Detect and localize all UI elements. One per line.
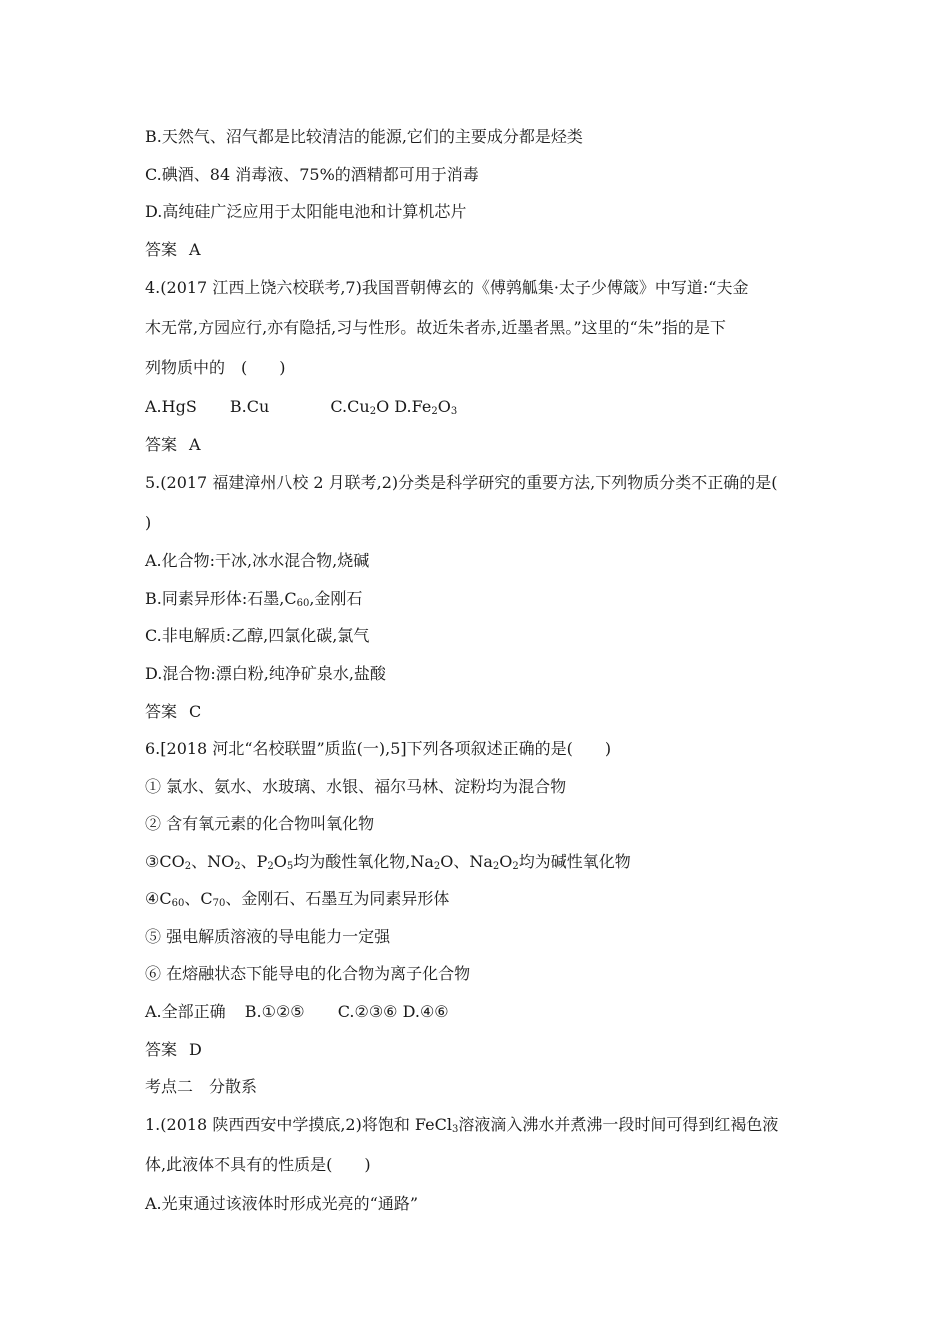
- q4-option-a: A.HgS: [145, 397, 197, 416]
- answer-label: 答案: [145, 240, 178, 259]
- q3-answer: [145, 240, 201, 260]
- q4-options: [145, 397, 457, 417]
- answer-value: D: [189, 1040, 202, 1059]
- q6-stem: 6.[2018 河北“名校联盟”质监(一),5]下列各项叙述正确的是( ): [145, 739, 612, 758]
- section-heading: 考点二 分散系: [145, 1077, 258, 1096]
- q6-item-5: ⑤ 强电解质溶液的导电能力一定强: [145, 927, 391, 946]
- q5-answer: [145, 702, 201, 722]
- q6-option-d: D.④⑥: [402, 1002, 449, 1021]
- s2-q1-stem-line-2: 体,此液体不具有的性质是( ): [145, 1155, 371, 1174]
- answer-value: A: [189, 240, 201, 259]
- answer-label: 答案: [145, 1040, 178, 1059]
- q6-options: [145, 1002, 449, 1022]
- q4-option-b: B.Cu: [229, 397, 270, 416]
- q6-answer: [145, 1040, 202, 1060]
- q5-option-a: A.化合物:干冰,冰水混合物,烧碱: [145, 551, 370, 570]
- q6-option-a: A.全部正确: [145, 1002, 226, 1021]
- q6-item-3: $③CO_2$、$NO_2$、$P_2O_5$均为酸性氧化物$,Na_2O$、$Na_2O_2$均为碱性氧化物: [145, 852, 631, 872]
- q6-item-1: ① 氯水、氨水、水玻璃、水银、福尔马林、淀粉均为混合物: [145, 777, 567, 796]
- q6-option-c: C.②③⑥: [337, 1002, 398, 1021]
- q5-stem-line-1: 5.(2017 福建漳州八校 2 月联考,2)分类是科学研究的重要方法,下列物质分类不正确的是(: [145, 473, 778, 492]
- q5-stem-line-2: ): [145, 513, 152, 532]
- q6-item-2: ② 含有氧元素的化合物叫氧化物: [145, 814, 375, 833]
- q3-option-d: D.高纯硅广泛应用于太阳能电池和计算机芯片: [145, 202, 467, 221]
- answer-value: A: [189, 435, 201, 454]
- q4-option-d: $D.Fe_2O_3$: [394, 397, 458, 417]
- q5-option-b: B.同素异形体:石墨$,C_{60}$,金刚石: [145, 589, 363, 609]
- q5-option-d: D.混合物:漂白粉,纯净矿泉水,盐酸: [145, 664, 386, 683]
- q4-stem-line-2: 木无常,方园应行,亦有隐括,习与性形。故近朱者赤,近墨者黑。”这里的“朱”指的是下: [145, 318, 726, 337]
- q6-item-4: $④C_{60}$、$C_{70}$、金刚石、石墨互为同素异形体: [145, 889, 450, 909]
- answer-value: C: [189, 702, 202, 721]
- q3-option-b: B.天然气、沼气都是比较清洁的能源,它们的主要成分都是烃类: [145, 127, 583, 146]
- q3-option-c: C.碘酒、84 消毒液、75%的酒精都可用于消毒: [145, 165, 479, 184]
- q4-stem-line-3: 列物质中的 ( ): [145, 358, 286, 377]
- q5-option-c: C.非电解质:乙醇,四氯化碳,氯气: [145, 626, 370, 645]
- q4-option-c: $C.Cu_2O$: [330, 397, 390, 417]
- q4-stem-line-1: 4.(2017 江西上饶六校联考,7)我国晋朝傅玄的《傅鹑觚集·太子少傅箴》中写道:“夫金: [145, 278, 749, 297]
- answer-label: 答案: [145, 435, 178, 454]
- s2-q1-stem-line-1: 1.(2018 陕西西安中学摸底,2)将饱和 FeCl$_3$溶液滴入沸水并煮沸一段时间可得到红褐色液: [145, 1115, 779, 1135]
- q6-option-b: B.①②⑤: [244, 1002, 305, 1021]
- q6-item-6: ⑥ 在熔融状态下能导电的化合物为离子化合物: [145, 964, 471, 983]
- s2-q1-option-a: A.光束通过该液体时形成光亮的“通路”: [145, 1194, 419, 1213]
- answer-label: 答案: [145, 702, 178, 721]
- q4-answer: [145, 435, 201, 455]
